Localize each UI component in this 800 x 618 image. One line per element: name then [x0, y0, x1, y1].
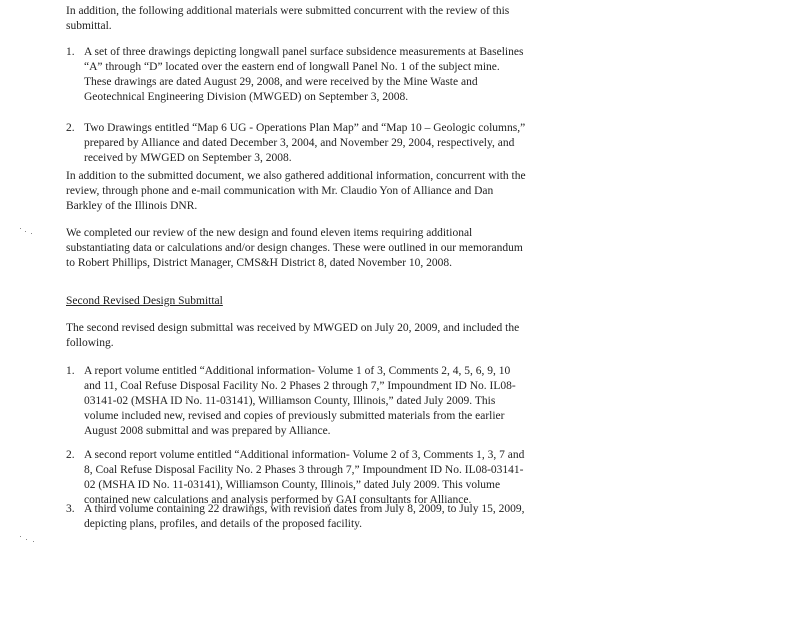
scan-speck — [25, 231, 26, 232]
list-item — [66, 364, 526, 439]
list-item-text: A report volume entitled “Additional information- Volume 1 of 3, Comments 2, 4, 5, 6, 9, 10 and 11, Coal Refuse Disposal Facility No. 2 Phases 2 through 7,” Impoundment ID No. IL08-03141-02 (MSHA ID No. 11-03141), Williamson County, Illinois,” dated July 2009. This volume included new, revised and copies of previously submitted materials from the earlier August 2008 submittal and was prepared by Alliance. — [84, 365, 516, 437]
review-paragraph: We completed our review of the new design and found eleven items requiring additional substantiating data or calculations and/or design changes. These were outlined in our memorandum to Robert Phillips, District Manager, CMS&H District 8, dated November 10, 2008. — [66, 227, 523, 269]
list-item — [66, 448, 526, 508]
list-item — [66, 45, 526, 105]
scan-speck — [31, 233, 32, 234]
intro-paragraph: In addition, the following additional materials were submitted concurrent with the review of this submittal. — [66, 5, 510, 32]
scan-speck — [33, 541, 34, 542]
list-item-number: 3. — [66, 503, 75, 515]
scan-speck — [20, 536, 21, 537]
list-item-number: 1. — [66, 365, 75, 377]
list-item — [66, 121, 526, 166]
scan-speck — [20, 228, 21, 229]
second-submittal-paragraph: The second revised design submittal was received by MWGED on July 20, 2009, and included the following. — [66, 322, 520, 349]
list-item-text: A third volume containing 22 drawings, with revision dates from July 8, 2009, to July 15, 2009, depicting plans, profiles, and details of the proposed facility. — [84, 503, 525, 530]
gather-paragraph: In addition to the submitted document, we also gathered additional information, concurrent with the review, through phone and e-mail communication with Mr. Claudio Yon of Alliance and Dan Barkley of the Illinois DNR. — [66, 170, 526, 212]
list-item — [66, 502, 526, 532]
list-item-number: 2. — [66, 449, 75, 461]
list-item-text: A second report volume entitled “Additional information- Volume 2 of 3, Comments 1, 3, 7 and 8, Coal Refuse Disposal Facility No. 2 Phases 3 through 7,” Impoundment ID No. IL08-03141-02 (MSHA ID No. 11-03141), Williamson County, Illinois,” dated July 2009. This volume contained new calculations and analysis performed by GAI consultants for Alliance. — [84, 449, 525, 506]
list-item-text: A set of three drawings depicting longwall panel surface subsidence measurements at Baselines “A” through “D” located over the eastern end of longwall Panel No. 1 of the subject mine. These drawings are dated August 29, 2008, and were received by the Mine Waste and Geotechnical Engineering Division (MWGED) on September 3, 2008. — [84, 46, 524, 103]
section-heading: Second Revised Design Submittal — [66, 295, 223, 307]
list-item-text: Two Drawings entitled “Map 6 UG - Operations Plan Map” and “Map 10 – Geologic columns,” prepared by Alliance and dated December 3, 2004, and November 29, 2004, respectively, and received by MWGED on September 3, 2008. — [84, 122, 526, 164]
list-item-number: 1. — [66, 46, 75, 58]
list-item-number: 2. — [66, 122, 75, 134]
scan-speck — [26, 539, 27, 540]
